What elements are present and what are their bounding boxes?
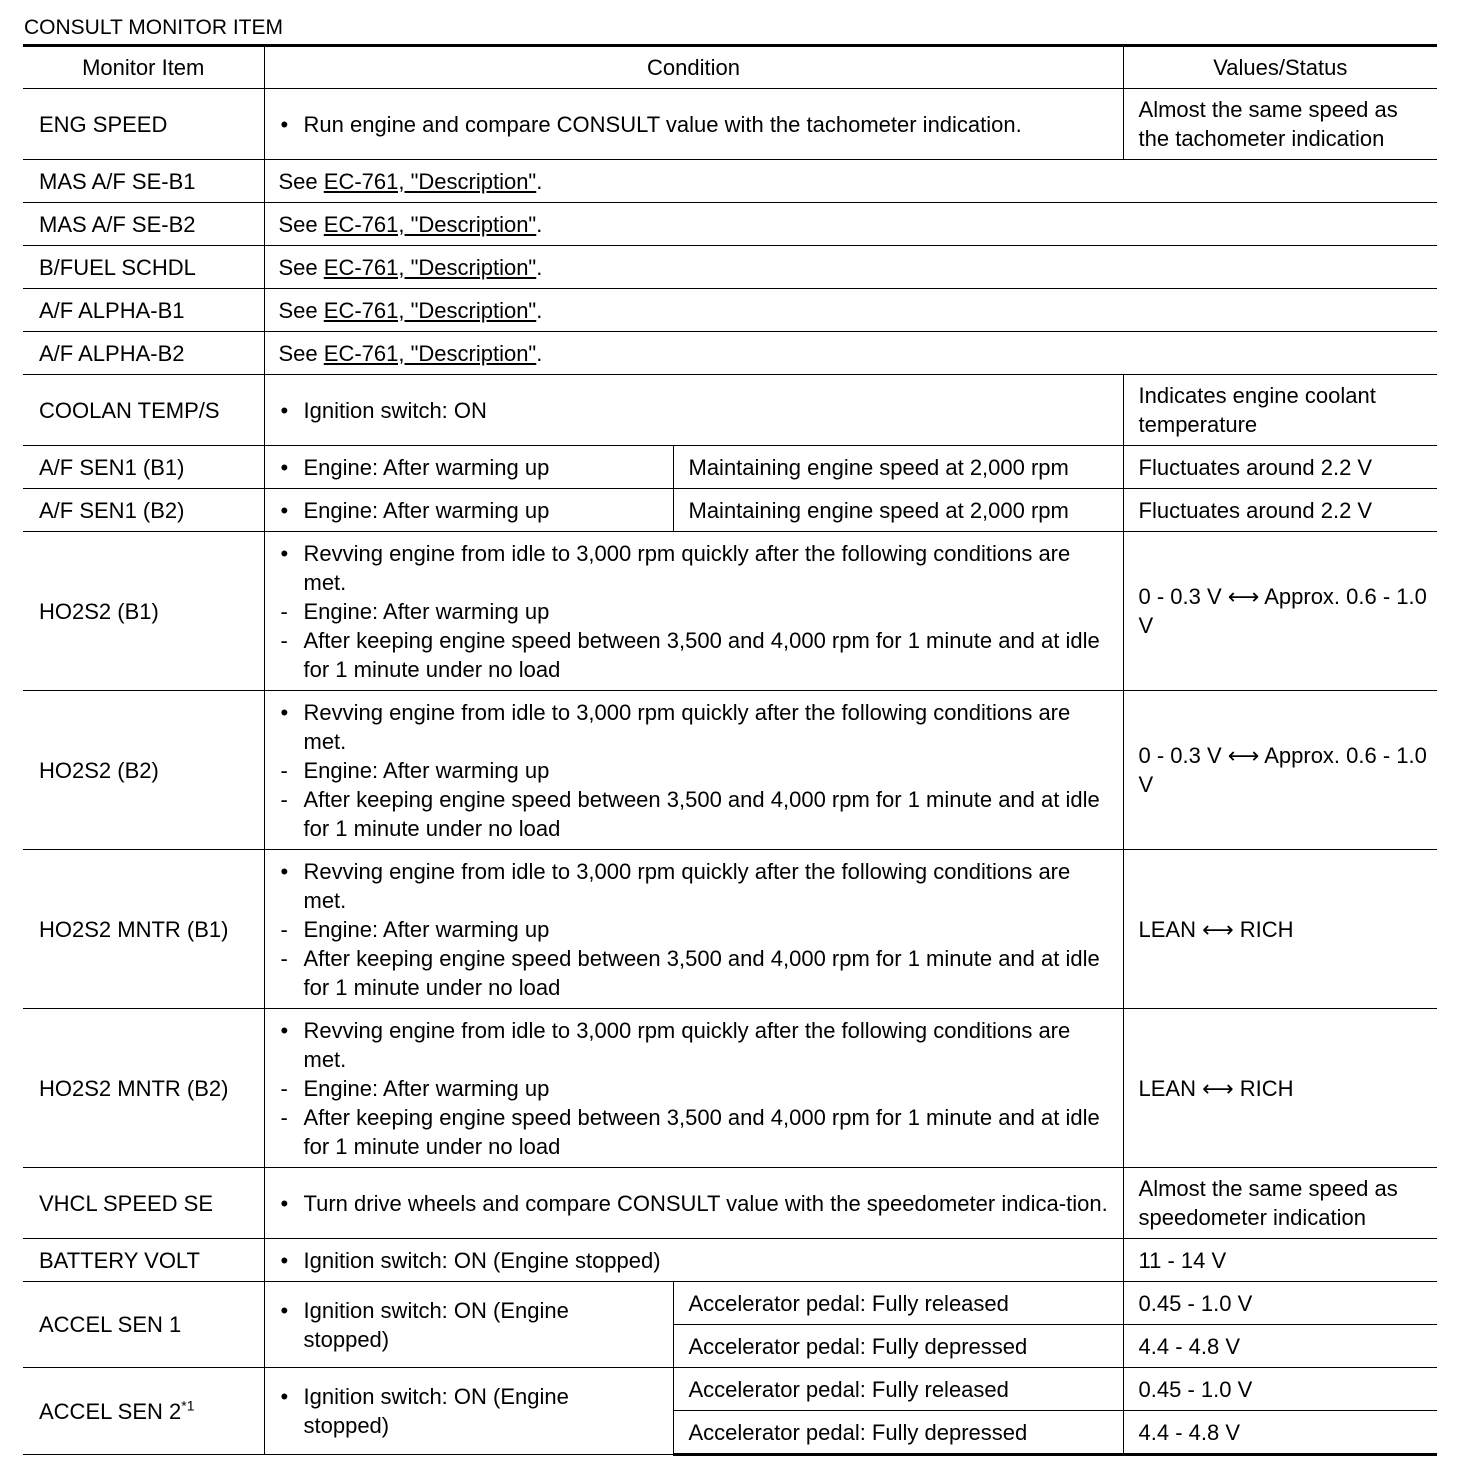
header-values-status: Values/Status (1123, 46, 1437, 89)
see-prefix: See (278, 340, 324, 366)
monitor-item: HO2S2 (B2) (23, 691, 264, 850)
condition-bullet: • Run engine and compare CONSULT value with the tachometer indication. (279, 110, 1109, 139)
table-row (23, 203, 1437, 246)
table-row (23, 850, 1437, 1009)
sub-condition-cell: Accelerator pedal: Fully released (673, 1282, 1123, 1325)
sub-condition-cell: Maintaining engine speed at 2,000 rpm (673, 489, 1123, 532)
table-row (23, 1239, 1437, 1282)
value-cell: 4.4 - 4.8 V (1123, 1325, 1437, 1368)
table-header-row (23, 46, 1437, 89)
see-suffix: . (536, 168, 543, 194)
table-row (23, 332, 1437, 375)
condition-cell (264, 446, 673, 489)
value-cell: 0.45 - 1.0 V (1123, 1282, 1437, 1325)
table-row (23, 1168, 1437, 1239)
header-monitor-item: Monitor Item (23, 46, 264, 89)
description-link[interactable]: EC-761, "Description" (323, 297, 537, 323)
monitor-item: ACCEL SEN 1 (23, 1282, 264, 1368)
condition-cell (264, 375, 1123, 446)
condition-cell (264, 246, 1437, 289)
table-row (23, 1282, 1437, 1325)
condition-cell (264, 203, 1437, 246)
consult-monitor-table (23, 44, 1437, 1456)
condition-dash: - Engine: After warming up (279, 756, 1109, 785)
table-row (23, 691, 1437, 850)
condition-cell (264, 1168, 1123, 1239)
condition-dash: - After keeping engine speed between 3,500 and 4,000 rpm for 1 minute and at idle for 1 minute under no load (279, 944, 1109, 1002)
description-link[interactable]: EC-761, "Description" (323, 168, 537, 194)
condition-cell (264, 850, 1123, 1009)
condition-bullet: • Turn drive wheels and compare CONSULT value with the speedometer indica-tion. (279, 1189, 1109, 1218)
table-row (23, 1009, 1437, 1168)
condition-bullet: • Ignition switch: ON (279, 396, 1109, 425)
sub-condition-cell: Maintaining engine speed at 2,000 rpm (673, 446, 1123, 489)
value-cell: Fluctuates around 2.2 V (1123, 446, 1437, 489)
monitor-item: A/F SEN1 (B2) (23, 489, 264, 532)
monitor-item: ENG SPEED (23, 89, 264, 160)
value-cell: Fluctuates around 2.2 V (1123, 489, 1437, 532)
table-row (23, 532, 1437, 691)
condition-cell (264, 160, 1437, 203)
value-cell: LEAN ⟷ RICH (1123, 850, 1437, 1009)
description-link[interactable]: EC-761, "Description" (323, 340, 537, 366)
table-row (23, 289, 1437, 332)
condition-cell (264, 1239, 1123, 1282)
monitor-item (23, 1368, 264, 1455)
value-cell: 4.4 - 4.8 V (1123, 1411, 1437, 1455)
value-cell: Indicates engine coolant temperature (1123, 375, 1437, 446)
condition-cell (264, 332, 1437, 375)
monitor-item: VHCL SPEED SE (23, 1168, 264, 1239)
monitor-item: BATTERY VOLT (23, 1239, 264, 1282)
footnote-marker: *1 (181, 1397, 195, 1414)
monitor-item: COOLAN TEMP/S (23, 375, 264, 446)
see-prefix: See (278, 211, 324, 237)
description-link[interactable]: EC-761, "Description" (323, 211, 537, 237)
condition-cell (264, 489, 673, 532)
monitor-item: MAS A/F SE-B2 (23, 203, 264, 246)
monitor-item: MAS A/F SE-B1 (23, 160, 264, 203)
condition-dash: - Engine: After warming up (279, 1074, 1109, 1103)
condition-bullet: • Ignition switch: ON (Engine stopped) (279, 1296, 659, 1354)
table-row (23, 246, 1437, 289)
condition-bullet: • Ignition switch: ON (Engine stopped) (279, 1382, 659, 1440)
condition-bullet: • Revving engine from idle to 3,000 rpm quickly after the following conditions are met. (279, 1016, 1109, 1074)
monitor-item-label: ACCEL SEN 2 (39, 1398, 182, 1424)
condition-bullet: • Revving engine from idle to 3,000 rpm quickly after the following conditions are met. (279, 857, 1109, 915)
value-cell: LEAN ⟷ RICH (1123, 1009, 1437, 1168)
monitor-item: B/FUEL SCHDL (23, 246, 264, 289)
monitor-item: HO2S2 MNTR (B1) (23, 850, 264, 1009)
table-row (23, 446, 1437, 489)
value-cell: 0.45 - 1.0 V (1123, 1368, 1437, 1411)
sub-condition-cell: Accelerator pedal: Fully depressed (673, 1411, 1123, 1455)
table-row (23, 489, 1437, 532)
condition-dash: - Engine: After warming up (279, 597, 1109, 626)
value-cell: 0 - 0.3 V ⟷ Approx. 0.6 - 1.0 V (1123, 691, 1437, 850)
condition-cell (264, 89, 1123, 160)
condition-dash: - After keeping engine speed between 3,500 and 4,000 rpm for 1 minute and at idle for 1 minute under no load (279, 626, 1109, 684)
condition-bullet: • Ignition switch: ON (Engine stopped) (279, 1246, 1109, 1275)
header-condition: Condition (264, 46, 1123, 89)
sub-condition-cell: Accelerator pedal: Fully depressed (673, 1325, 1123, 1368)
table-row (23, 89, 1437, 160)
monitor-item: A/F ALPHA-B1 (23, 289, 264, 332)
table-row (23, 160, 1437, 203)
condition-bullet: • Engine: After warming up (279, 496, 659, 525)
monitor-item: HO2S2 (B1) (23, 532, 264, 691)
see-suffix: . (536, 297, 543, 323)
condition-bullet: • Revving engine from idle to 3,000 rpm quickly after the following conditions are met. (279, 539, 1109, 597)
see-prefix: See (278, 297, 324, 323)
section-title: CONSULT MONITOR ITEM (24, 16, 284, 39)
value-cell: Almost the same speed as speedometer indication (1123, 1168, 1437, 1239)
condition-cell (264, 691, 1123, 850)
condition-cell (264, 289, 1437, 332)
condition-dash: - After keeping engine speed between 3,500 and 4,000 rpm for 1 minute and at idle for 1 minute under no load (279, 1103, 1109, 1161)
value-cell: Almost the same speed as the tachometer indication (1123, 89, 1437, 160)
value-cell: 0 - 0.3 V ⟷ Approx. 0.6 - 1.0 V (1123, 532, 1437, 691)
table-row (23, 1368, 1437, 1411)
monitor-item: A/F ALPHA-B2 (23, 332, 264, 375)
monitor-item: HO2S2 MNTR (B2) (23, 1009, 264, 1168)
monitor-item: A/F SEN1 (B1) (23, 446, 264, 489)
condition-dash: - Engine: After warming up (279, 915, 1109, 944)
see-suffix: . (536, 211, 543, 237)
see-suffix: . (536, 340, 543, 366)
condition-cell (264, 1009, 1123, 1168)
value-cell: 11 - 14 V (1123, 1239, 1437, 1282)
condition-cell (264, 532, 1123, 691)
table-row (23, 375, 1437, 446)
description-link[interactable]: EC-761, "Description" (323, 254, 537, 280)
condition-bullet: • Revving engine from idle to 3,000 rpm quickly after the following conditions are met. (279, 698, 1109, 756)
condition-dash: - After keeping engine speed between 3,500 and 4,000 rpm for 1 minute and at idle for 1 minute under no load (279, 785, 1109, 843)
see-suffix: . (536, 254, 543, 280)
condition-cell (264, 1368, 673, 1455)
sub-condition-cell: Accelerator pedal: Fully released (673, 1368, 1123, 1411)
see-prefix: See (278, 168, 324, 194)
condition-bullet: • Engine: After warming up (279, 453, 659, 482)
condition-cell (264, 1282, 673, 1368)
see-prefix: See (278, 254, 324, 280)
